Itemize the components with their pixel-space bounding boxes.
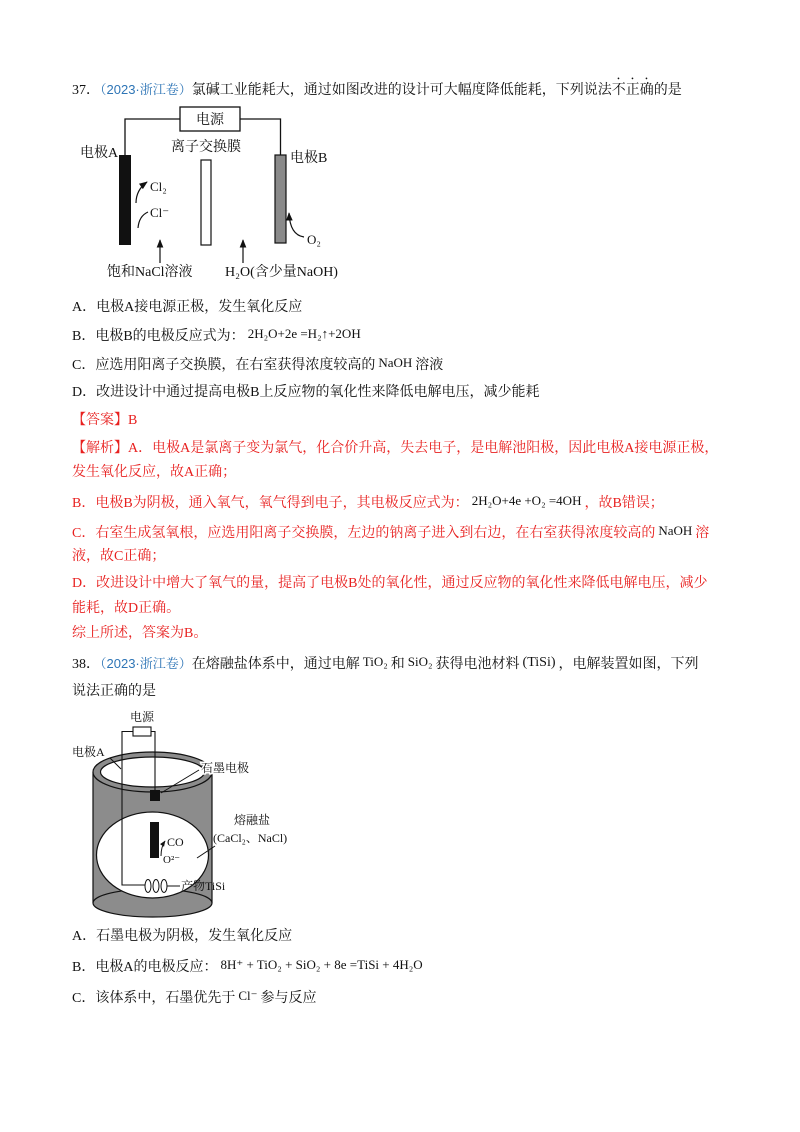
electrode-a [119, 155, 131, 245]
q37-answer [72, 411, 137, 431]
power-supply-label: 电源 [130, 710, 155, 724]
q37-option-a [72, 298, 302, 318]
analysis-summary-text: 综上所述，答案为B。 [72, 626, 208, 641]
q38-number: 38． [72, 657, 100, 672]
q37-analysis-d-line2 [72, 599, 180, 619]
analysis-b-text: B．电极B为阴极，通入氧气，氧气得到电子，其电极反应式为： [72, 496, 469, 511]
q37-analysis-d-line1 [72, 574, 707, 594]
ion-exchange-membrane [201, 160, 211, 245]
cl-ion-label: Cl⁻ [150, 205, 170, 220]
graphite-electrode-top [150, 790, 160, 801]
answer-label: 【答案】 [72, 413, 128, 428]
q37-option-c-formula: NaOH [378, 355, 413, 370]
q38-and: 和 [390, 657, 405, 672]
q38-sio2: SiO₂ [407, 654, 433, 669]
q38-option-c [72, 988, 317, 1009]
analysis-label: 【解析】 [72, 441, 128, 456]
q38-option-c-text: C．该体系中，石墨优先于 [72, 991, 236, 1006]
analysis-d-text: D．改进设计中增大了氧气的量，提高了电极B处的氧化性，通过反应物的氧化性来降低电解电压，减少 [72, 576, 708, 591]
analysis-d-text-cont: 能耗，故D正确。 [72, 601, 181, 616]
graphite-label: 石墨电极 [201, 761, 250, 775]
q38-option-b-text: B．电极A的电极反应： [72, 960, 218, 975]
electrode-b-label: 电极B [290, 151, 328, 166]
wire-to-electrode-b [240, 119, 281, 155]
q37-option-a-text: A．电极A接电源正极，发生氧化反应 [72, 300, 303, 315]
o2-arrow [289, 213, 304, 237]
q37-stem-emphasis: 不正确 [611, 83, 654, 98]
q37-number: 37． [72, 83, 100, 98]
o2-label: O₂ [307, 232, 321, 247]
analysis-a-text: A．电极A是氯离子变为氯气，化合价升高，失去电子，是电解池阳极，因此电极A接电源正极， [128, 441, 719, 456]
q38-tio2: TiO₂ [362, 654, 388, 669]
q38-stem-text-3: ，电解装置如图，下列 [558, 657, 699, 672]
answer-value: B [128, 413, 138, 428]
cl-ion-curve [138, 212, 148, 228]
q37-electrolysis-diagram [72, 100, 372, 285]
power-supply-label: 电源 [196, 113, 224, 128]
q38-option-a-text: A．石墨电极为阴极，发生氧化反应 [72, 929, 293, 944]
q38-option-c-formula: Cl⁻ [238, 988, 258, 1003]
q38-option-b-formula: 8H⁺ + TiO₂ + SiO₂ + 8e =TiSi + 4H₂O [220, 957, 423, 972]
q37-option-b-formula: 2H₂O+2e =H₂↑+2OH [247, 326, 361, 341]
q37-option-b-text: B．电极B的电极反应式为： [72, 329, 245, 344]
q38-stem-text-2: 获得电池材料 [435, 657, 520, 672]
q37-analysis-c-line1 [72, 523, 709, 544]
membrane-label: 离子交换膜 [171, 140, 241, 155]
analysis-b-formula: 2H₂O+4e +O₂ =4OH [471, 493, 582, 508]
q38-source: （2023·浙江卷） [100, 656, 192, 671]
q37-stem-text: 氯碱工业能耗大，通过如图改进的设计可大幅度降低能耗，下列说法 [191, 83, 612, 98]
q38-stem-text: 在熔融盐体系中，通过电解 [191, 657, 360, 672]
q37-analysis-a-line1 [72, 439, 718, 459]
q37-option-c-text: C．应选用阳离子交换膜，在右室获得浓度较高的 [72, 358, 376, 373]
co-label: CO [167, 835, 184, 849]
molten-salt-composition-label: (CaCl₂、NaCl) [213, 831, 288, 845]
left-solution-label: 饱和NaCl溶液 [107, 265, 193, 280]
oxide-ion-label: O²⁻ [163, 854, 181, 866]
q37-option-c [72, 355, 443, 376]
electrode-a-label: 电极A [72, 745, 105, 759]
electrode-a-label: 电极A [80, 146, 119, 161]
q37-option-d-text: D．改进设计中通过提高电极B上反应物的氧化性来降低电解电压，减少能耗 [72, 385, 540, 400]
graphite-electrode [150, 822, 159, 858]
q38-option-a [72, 927, 292, 947]
analysis-c-formula: NaOH [658, 523, 693, 538]
analysis-b-text-end: ，故B错误； [584, 496, 664, 511]
analysis-c-text-end: 溶 [695, 526, 710, 541]
right-solution-label: H₂O(含少量NaOH) [225, 265, 338, 280]
q37-source: （2023·浙江卷） [100, 82, 192, 97]
q37-stem [72, 75, 682, 101]
q37-option-b [72, 326, 364, 347]
q38-option-b [72, 957, 426, 978]
cl2-label: Cl₂ [150, 179, 167, 194]
electrode-b [275, 155, 286, 243]
q37-option-d [72, 383, 539, 403]
q38-stem-line2 [72, 682, 156, 702]
molten-salt-label: 熔融盐 [234, 813, 271, 827]
q38-stem-line1 [72, 654, 699, 675]
analysis-c-text: C．右室生成氢氧根，应选用阳离子交换膜，左边的钠离子进入到右边，在右室获得浓度较高的 [72, 526, 656, 541]
q37-option-c-text-end: 溶液 [415, 358, 444, 373]
power-supply-box [133, 727, 151, 736]
q37-analysis-c-line2 [72, 547, 165, 567]
q37-analysis-summary [72, 624, 207, 644]
q38-molten-salt-cell-diagram [72, 705, 307, 920]
q38-stem-text-4: 说法正确的是 [72, 684, 156, 699]
q37-analysis-a-line2 [72, 463, 236, 483]
analysis-a-text-cont: 发生氧化反应，故A正确； [72, 465, 237, 480]
q37-stem-end: 的是 [653, 83, 682, 98]
q38-option-c-text-end: 参与反应 [260, 991, 317, 1006]
cylinder-top-opening [101, 757, 205, 787]
analysis-c-text-cont: 液，故C正确； [72, 549, 166, 564]
cl2-arrow [136, 182, 147, 203]
q37-analysis-b [72, 493, 664, 514]
q38-tisi: (TiSi) [522, 655, 556, 670]
product-label: 产物TiSi [181, 879, 226, 893]
